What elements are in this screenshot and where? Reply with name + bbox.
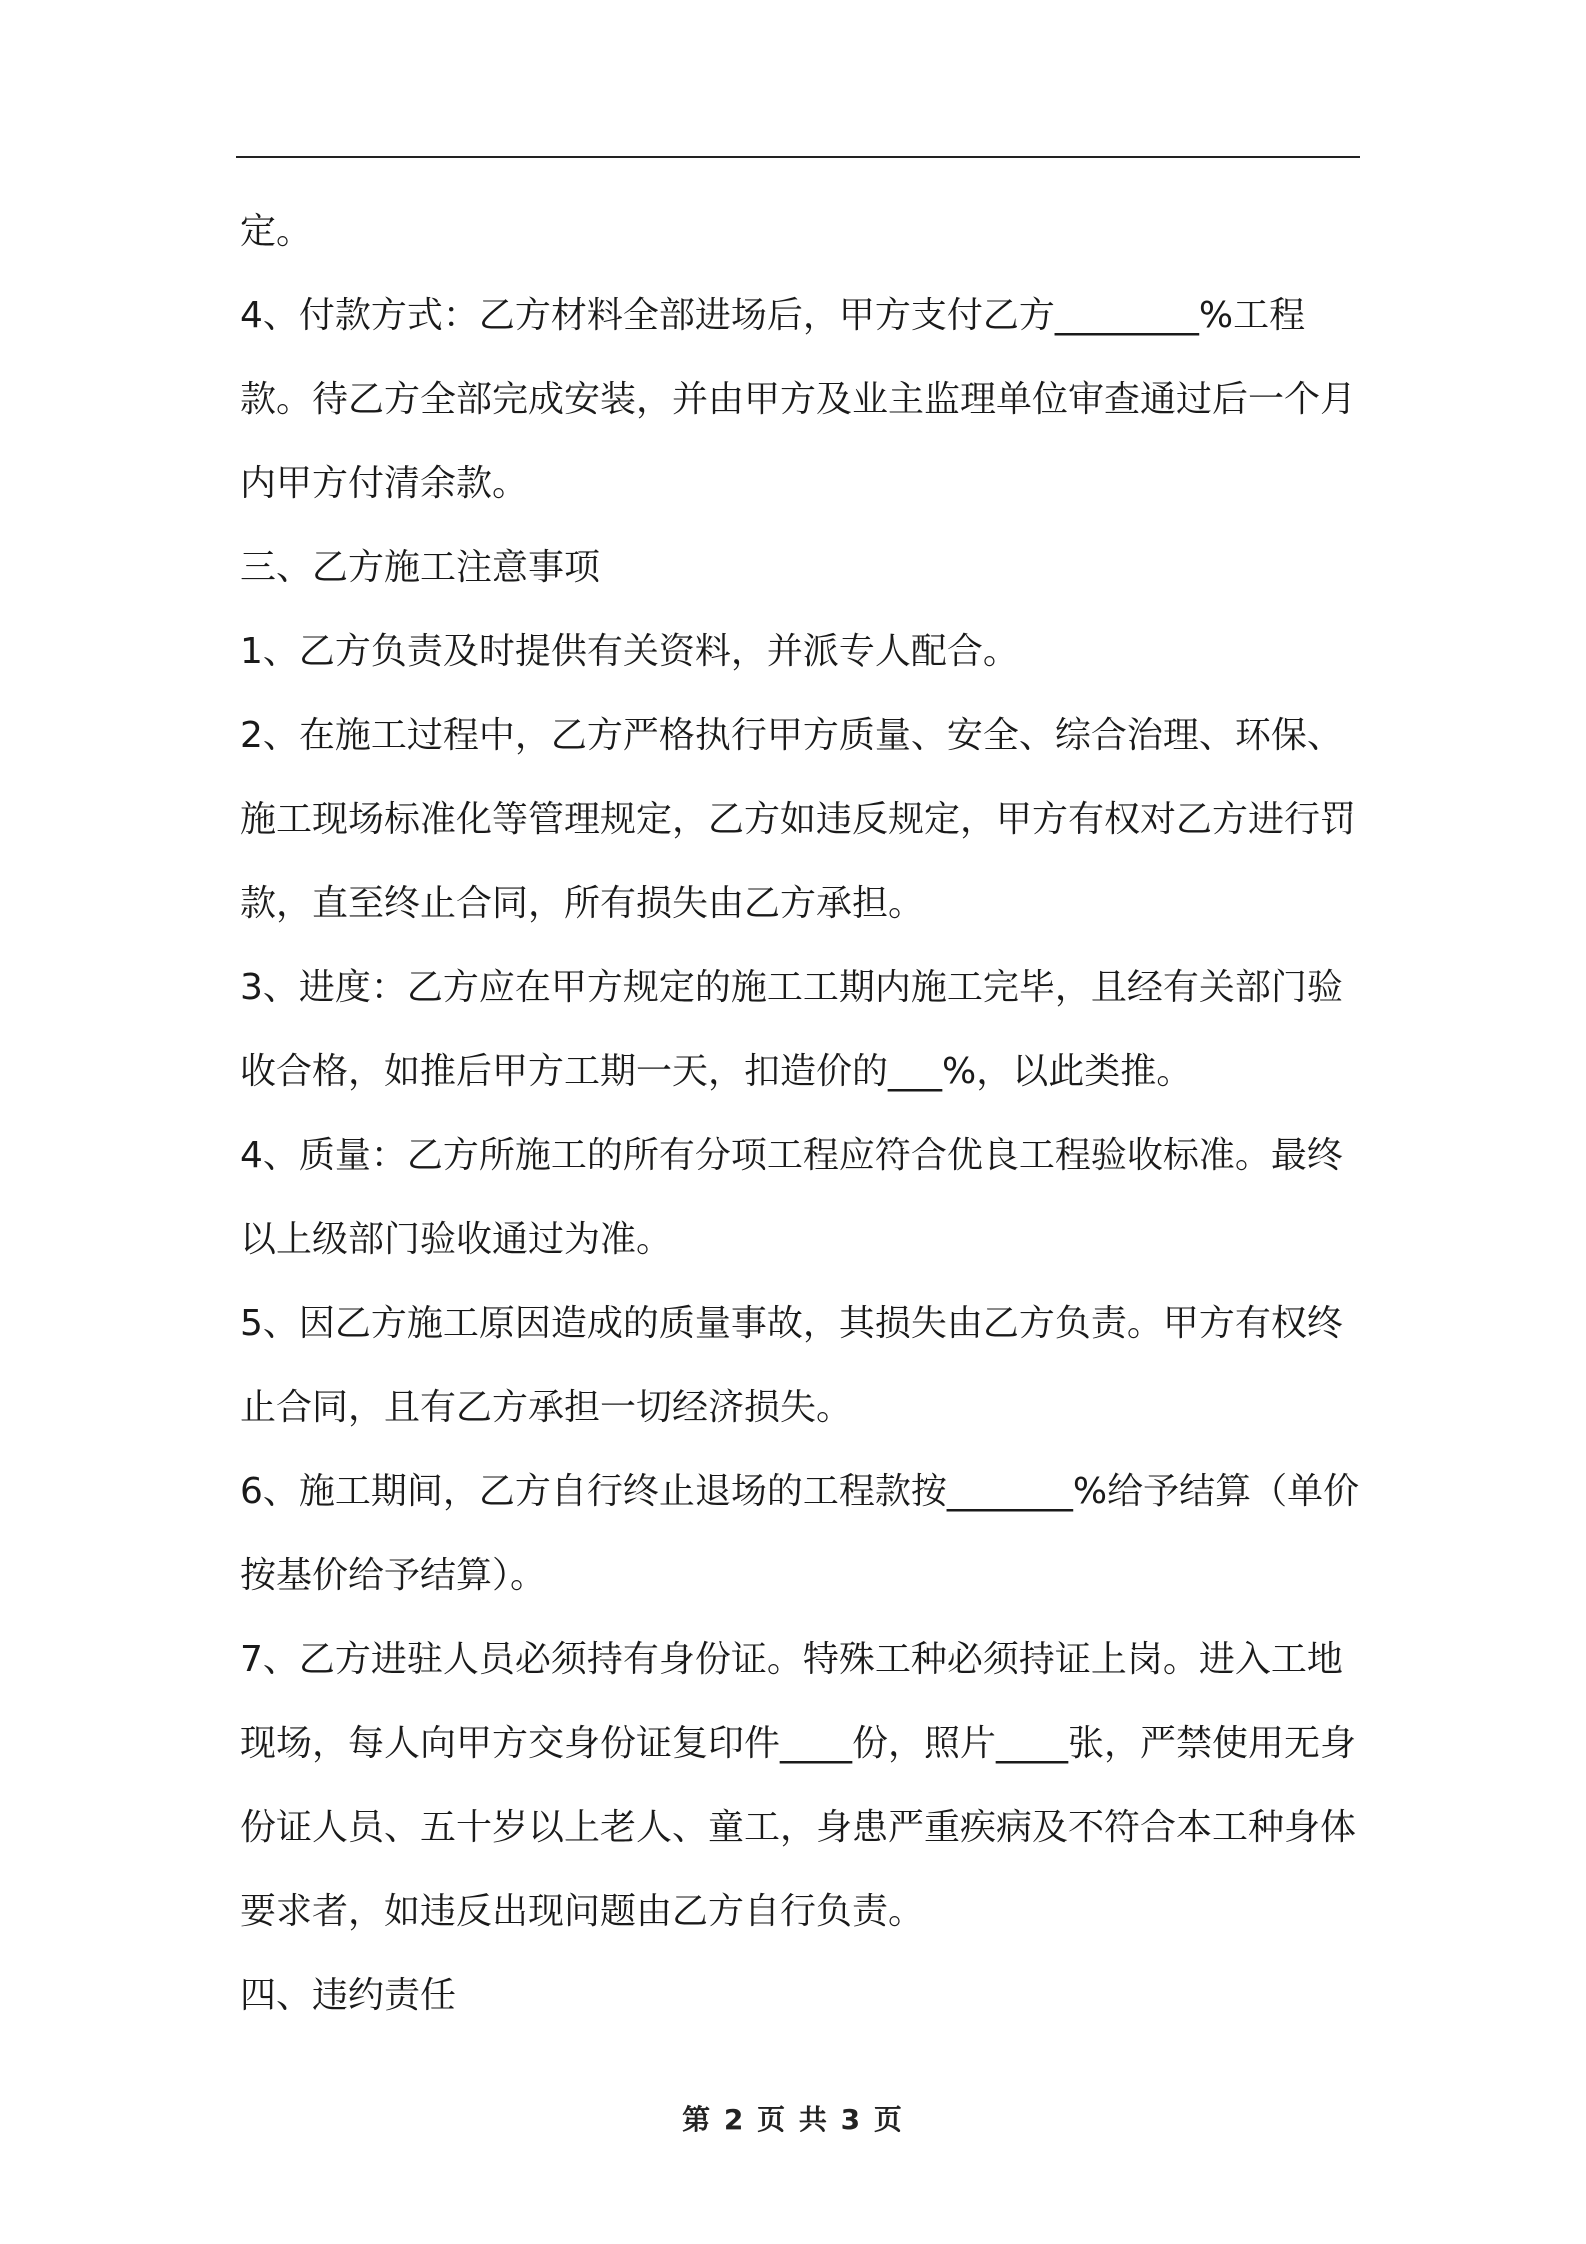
paragraph-item-4-quality: 4、质量：乙方所施工的所有分项工程应符合优良工程验收标准。最终以上级部门验收通过为准。 <box>240 1135 1343 1260</box>
header-rule <box>236 156 1360 158</box>
paragraph-item-1: 1、乙方负责及时提供有关资料，并派专人配合。 <box>240 631 1019 672</box>
paragraph-payment-method: 4、付款方式：乙方材料全部进场后，甲方支付乙方________%工程款。待乙方全部完成安装，并由甲方及业主监理单位审查通过后一个月内甲方付清余款。 <box>240 295 1357 504</box>
paragraph-item-2: 2、在施工过程中，乙方严格执行甲方质量、安全、综合治理、环保、施工现场标准化等管理规定，乙方如违反规定，甲方有权对乙方进行罚款，直至终止合同，所有损失由乙方承担。 <box>240 715 1357 924</box>
paragraph-item-3-schedule: 3、进度：乙方应在甲方规定的施工工期内施工完毕，且经有关部门验收合格，如推后甲方工期一天，扣造价的___%，以此类推。 <box>240 967 1343 1092</box>
paragraph-continuation: 定。 <box>240 211 313 252</box>
page-number-footer: 第 2 页 共 3 页 <box>682 2103 904 2136</box>
section-heading-liability: 四、违约责任 <box>240 1975 457 2016</box>
paragraph-item-5-accident: 5、因乙方施工原因造成的质量事故，其损失由乙方负责。甲方有权终止合同，且有乙方承担一切经济损失。 <box>240 1303 1343 1428</box>
document-body <box>240 190 1370 2038</box>
section-heading-construction-notes: 三、乙方施工注意事项 <box>240 547 601 588</box>
paragraph-item-6-settlement: 6、施工期间，乙方自行终止退场的工程款按_______%给予结算（单价按基价给予结算）。 <box>240 1471 1360 1596</box>
paragraph-item-7-personnel: 7、乙方进驻人员必须持有身份证。特殊工种必须持证上岗。进入工地现场，每人向甲方交身份证复印件____份，照片____张，严禁使用无身份证人员、五十岁以上老人、童工，身患严重疾病及不符合本工种身体要求者，如违反出现问题由乙方自行负责。 <box>240 1639 1357 1932</box>
